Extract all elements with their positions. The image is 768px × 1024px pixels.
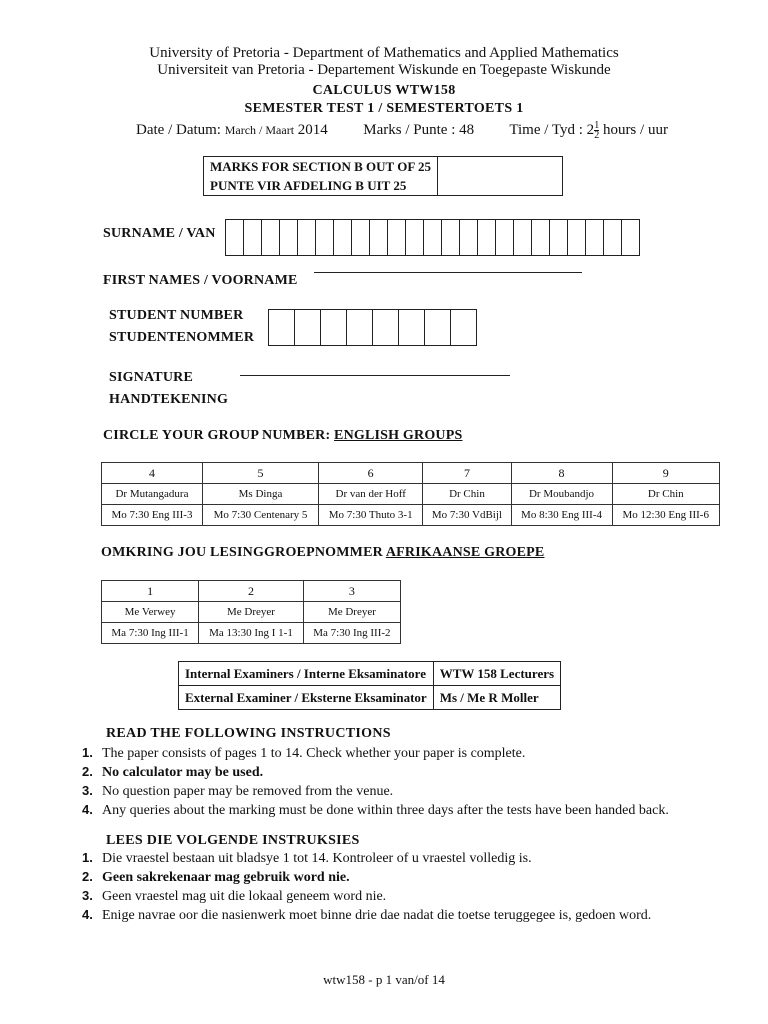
instruction-text: The paper consists of pages 1 to 14. Check whether your paper is complete. bbox=[102, 746, 526, 761]
group-slot-cell: Ma 7:30 Ing III-1 bbox=[102, 623, 199, 644]
afrikaans-groups-heading bbox=[101, 545, 544, 561]
section-b-marks-box bbox=[203, 156, 563, 196]
character-box[interactable] bbox=[424, 309, 451, 346]
character-box[interactable] bbox=[294, 309, 321, 346]
afrikaans-groups-table bbox=[101, 580, 401, 644]
fraction-denominator: 2 bbox=[594, 130, 600, 141]
afrikaans-groups-heading-underlined: AFRIKAANSE GROEPE bbox=[385, 545, 545, 560]
instruction-number: 2. bbox=[82, 869, 93, 884]
group-number-cell[interactable]: 5 bbox=[202, 463, 318, 484]
marks-box-label-en: MARKS FOR SECTION B OUT OF 25 bbox=[204, 157, 438, 177]
group-number-cell[interactable]: 7 bbox=[423, 463, 511, 484]
instruction-en-2 bbox=[82, 764, 263, 781]
signature-label-en: SIGNATURE bbox=[109, 370, 194, 385]
time-unit: hours / uur bbox=[602, 121, 668, 138]
first-names-line[interactable] bbox=[314, 272, 582, 273]
instruction-en-4 bbox=[82, 802, 669, 819]
page-footer: wtw158 - p 1 van/of 14 bbox=[323, 972, 445, 987]
character-box[interactable] bbox=[387, 219, 406, 256]
character-box[interactable] bbox=[243, 219, 262, 256]
character-box[interactable] bbox=[297, 219, 316, 256]
instruction-text: Enige navrae oor die nasienwerk moet binne drie dae nadat die toetse teruggegee is, gedoen word. bbox=[102, 908, 652, 923]
character-box[interactable] bbox=[225, 219, 244, 256]
first-names-label: FIRST NAMES / VOORNAME bbox=[103, 273, 298, 288]
character-box[interactable] bbox=[268, 309, 295, 346]
character-box[interactable] bbox=[351, 219, 370, 256]
character-box[interactable] bbox=[549, 219, 568, 256]
character-box[interactable] bbox=[513, 219, 532, 256]
instruction-number: 3. bbox=[82, 783, 93, 798]
instruction-number: 1. bbox=[82, 745, 93, 760]
time-label: Time / Tyd : 2 bbox=[509, 121, 595, 138]
english-groups-table bbox=[101, 462, 720, 526]
fraction-numerator: 1 bbox=[594, 120, 600, 131]
instruction-af-1 bbox=[82, 850, 532, 867]
group-lecturer-cell: Dr van der Hoff bbox=[319, 484, 423, 505]
group-lecturer-cell: Me Dreyer bbox=[303, 602, 400, 623]
character-box[interactable] bbox=[423, 219, 442, 256]
header-university-af: Universiteit van Pretoria - Departement Wiskunde en Toegepaste Wiskunde bbox=[157, 62, 611, 78]
character-box[interactable] bbox=[315, 219, 334, 256]
character-box[interactable] bbox=[603, 219, 622, 256]
examiners-table bbox=[178, 661, 561, 710]
instruction-en-3 bbox=[82, 783, 393, 800]
group-slot-cell: Mo 12:30 Eng III-6 bbox=[612, 505, 719, 526]
instruction-af-2 bbox=[82, 869, 350, 886]
instruction-text: Die vraestel bestaan uit bladsye 1 tot 14. Kontroleer of u vraestel volledig is. bbox=[102, 851, 532, 866]
group-slot-cell: Ma 7:30 Ing III-2 bbox=[303, 623, 400, 644]
student-number-label-af: STUDENTENOMMER bbox=[109, 330, 255, 345]
group-lecturer-cell: Dr Chin bbox=[423, 484, 511, 505]
instruction-number: 4. bbox=[82, 907, 93, 922]
course-title: CALCULUS WTW158 bbox=[312, 83, 456, 98]
character-box[interactable] bbox=[585, 219, 604, 256]
character-box[interactable] bbox=[450, 309, 477, 346]
internal-examiner-name: WTW 158 Lecturers bbox=[433, 662, 560, 686]
character-box[interactable] bbox=[621, 219, 640, 256]
character-box[interactable] bbox=[346, 309, 373, 346]
student-number-boxes[interactable] bbox=[269, 309, 477, 346]
group-lecturer-cell: Me Verwey bbox=[102, 602, 199, 623]
student-number-label-en: STUDENT NUMBER bbox=[109, 308, 244, 323]
character-box[interactable] bbox=[405, 219, 424, 256]
group-number-cell[interactable]: 4 bbox=[102, 463, 203, 484]
time-fraction bbox=[594, 121, 599, 140]
external-examiner-role: External Examiner / Eksterne Eksaminator bbox=[179, 686, 434, 710]
surname-boxes[interactable] bbox=[226, 219, 640, 256]
date-year: 2014 bbox=[297, 121, 328, 138]
group-number-cell[interactable]: 2 bbox=[199, 581, 304, 602]
character-box[interactable] bbox=[320, 309, 347, 346]
character-box[interactable] bbox=[398, 309, 425, 346]
group-lecturer-cell: Dr Moubandjo bbox=[511, 484, 612, 505]
group-slot-cell: Mo 7:30 Thuto 3-1 bbox=[319, 505, 423, 526]
external-examiner-name: Ms / Me R Moller bbox=[433, 686, 560, 710]
character-box[interactable] bbox=[459, 219, 478, 256]
instruction-number: 4. bbox=[82, 802, 93, 817]
instruction-en-1 bbox=[82, 745, 525, 762]
instructions-en-title: READ THE FOLLOWING INSTRUCTIONS bbox=[106, 726, 391, 741]
instruction-text: Any queries about the marking must be done within three days after the tests have been handed back. bbox=[102, 803, 669, 818]
character-box[interactable] bbox=[495, 219, 514, 256]
character-box[interactable] bbox=[279, 219, 298, 256]
signature-line[interactable] bbox=[240, 375, 510, 376]
date-value: March / Maart bbox=[224, 122, 295, 137]
group-lecturer-cell: Me Dreyer bbox=[199, 602, 304, 623]
instruction-number: 3. bbox=[82, 888, 93, 903]
character-box[interactable] bbox=[369, 219, 388, 256]
instructions-af-title: LEES DIE VOLGENDE INSTRUKSIES bbox=[106, 833, 360, 848]
group-number-cell[interactable]: 1 bbox=[102, 581, 199, 602]
instruction-number: 2. bbox=[82, 764, 93, 779]
signature-label-af: HANDTEKENING bbox=[109, 392, 229, 407]
instruction-af-3 bbox=[82, 888, 386, 905]
surname-label: SURNAME / VAN bbox=[103, 226, 216, 241]
character-box[interactable] bbox=[567, 219, 586, 256]
character-box[interactable] bbox=[261, 219, 280, 256]
marks-box-score-cell[interactable] bbox=[438, 157, 563, 196]
group-slot-cell: Mo 7:30 Centenary 5 bbox=[202, 505, 318, 526]
marks-total: Marks / Punte : 48 bbox=[363, 121, 475, 138]
date-label: Date / Datum: bbox=[136, 121, 221, 138]
character-box[interactable] bbox=[441, 219, 460, 256]
english-groups-heading-prefix: CIRCLE YOUR GROUP NUMBER: bbox=[103, 428, 335, 443]
character-box[interactable] bbox=[531, 219, 550, 256]
group-lecturer-cell: Dr Mutangadura bbox=[102, 484, 203, 505]
group-slot-cell: Ma 13:30 Ing I 1-1 bbox=[199, 623, 304, 644]
instruction-number: 1. bbox=[82, 850, 93, 865]
test-title: SEMESTER TEST 1 / SEMESTERTOETS 1 bbox=[244, 101, 524, 116]
group-number-cell[interactable]: 6 bbox=[319, 463, 423, 484]
group-lecturer-cell: Ms Dinga bbox=[202, 484, 318, 505]
afrikaans-groups-heading-prefix: OMKRING JOU LESINGGROEPNOMMER bbox=[101, 545, 386, 560]
instruction-text: Geen sakrekenaar mag gebruik word nie. bbox=[102, 870, 350, 885]
instruction-af-4 bbox=[82, 907, 651, 924]
instruction-text: Geen vraestel mag uit die lokaal geneem word nie. bbox=[102, 889, 387, 904]
character-box[interactable] bbox=[477, 219, 496, 256]
english-groups-heading bbox=[103, 428, 462, 444]
header-university-en: University of Pretoria - Department of Mathematics and Applied Mathematics bbox=[149, 45, 619, 61]
character-box[interactable] bbox=[372, 309, 399, 346]
marks-box-label-af: PUNTE VIR AFDELING B UIT 25 bbox=[204, 176, 438, 196]
internal-examiner-role: Internal Examiners / Interne Eksaminatore bbox=[179, 662, 434, 686]
instruction-text: No question paper may be removed from the venue. bbox=[102, 784, 394, 799]
group-slot-cell: Mo 7:30 Eng III-3 bbox=[102, 505, 203, 526]
character-box[interactable] bbox=[333, 219, 352, 256]
instruction-text: No calculator may be used. bbox=[102, 765, 264, 780]
group-slot-cell: Mo 8:30 Eng III-4 bbox=[511, 505, 612, 526]
group-number-cell[interactable]: 3 bbox=[303, 581, 400, 602]
group-slot-cell: Mo 7:30 VdBijl bbox=[423, 505, 511, 526]
group-lecturer-cell: Dr Chin bbox=[612, 484, 719, 505]
group-number-cell[interactable]: 9 bbox=[612, 463, 719, 484]
english-groups-heading-underlined: ENGLISH GROUPS bbox=[334, 428, 463, 443]
date-line bbox=[136, 121, 668, 140]
group-number-cell[interactable]: 8 bbox=[511, 463, 612, 484]
